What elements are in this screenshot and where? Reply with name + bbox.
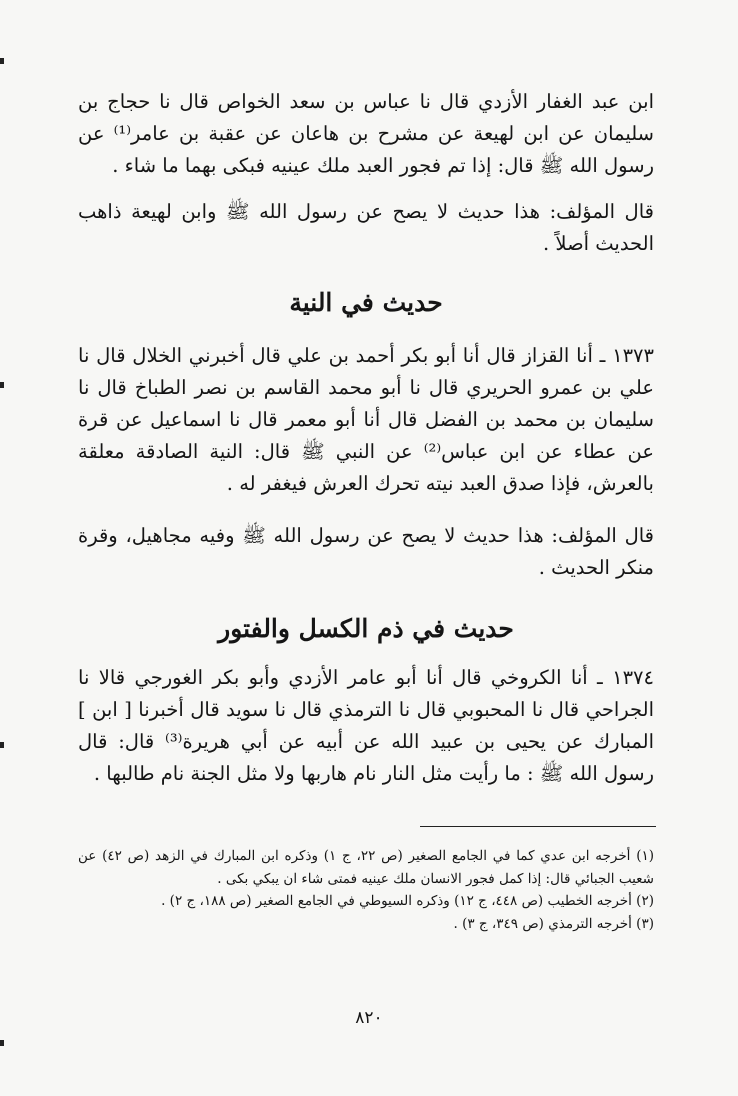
hadith-1374-paragraph: ١٣٧٤ ـ أنا الكروخي قال أنا أبو عامر الأزدي وأبو بكر الغورجي قالا نا الجراحي قال نا المحبوبي قال نا الترمذي قال نا سويد قال أخبرنا [ ابن ] المبارك عن يحيى بن عبيد الله عن أبيه عن أبي هريرة⁽³⁾ قال: قال رسول الله ﷺ : ما رأيت مثل النار نام هاربها ولا مثل الجنة نام طالبها . <box>78 666 654 785</box>
hadith-1373-paragraph: ١٣٧٣ ـ أنا القزاز قال أنا أبو بكر أحمد بن علي قال أخبرني الخلال قال نا علي بن عمرو الحريري قال نا أبو محمد القاسم بن نصر الطباخ قال نا سليمان بن محمد بن الفضل قال أنا أبو معمر قال نا اسماعيل عن قرة عن عطاء عن ابن عباس⁽²⁾ عن النبي ﷺ قال: النية الصادقة معلقة بالعرش، فإذا صدق العبد نيته تحرك العرش فيغفر له . <box>78 344 654 495</box>
isnad-continuation-paragraph: ابن عبد الغفار الأزدي قال نا عباس بن سعد الخواص قال نا حجاج بن سليمان عن ابن لهيعة عن مشرح بن هاعان عن عقبة بن عامر⁽¹⁾ عن رسول الله ﷺ قال: إذا تم فجور العبد ملك عينيه فبكى بهما ما شاء . <box>78 90 654 177</box>
scan-edge-mark <box>0 382 4 388</box>
scan-edge-mark <box>0 1040 4 1046</box>
author-note-2: قال المؤلف: هذا حديث لا يصح عن رسول الله ﷺ وفيه مجاهيل، وقرة منكر الحديث . <box>78 524 654 579</box>
footnote-separator <box>420 826 656 827</box>
author-note-1: قال المؤلف: هذا حديث لا يصح عن رسول الله ﷺ وابن لهيعة ذاهب الحديث أصلاً . <box>78 200 654 255</box>
footnote-2: (٢) أخرجه الخطيب (ص ٤٤٨، ج ١٢) وذكره السيوطي في الجامع الصغير (ص ١٨٨، ج ٢) . <box>161 893 654 909</box>
section-heading-kasal: حديث في ذم الكسل والفتور <box>218 614 514 643</box>
footnote-3: (٣) أخرجه الترمذي (ص ٣٤٩، ج ٣) . <box>453 915 654 932</box>
section-heading-niyya: حديث في النية <box>289 288 443 317</box>
footnote-1: (١) أخرجه ابن عدي كما في الجامع الصغير (ص ٢٢، ج ١) وذكره ابن المبارك في الزهد (ص ٤٢) عن شعيب الجبائي قال: إذا كمل فجور الانسان ملك عينيه فمتى شاء ان يبكي بكى . <box>78 848 655 887</box>
scan-edge-mark <box>0 58 4 64</box>
footnotes <box>78 845 654 935</box>
page-number: ٨٢٠ <box>355 1008 383 1028</box>
scan-edge-mark <box>0 742 4 748</box>
